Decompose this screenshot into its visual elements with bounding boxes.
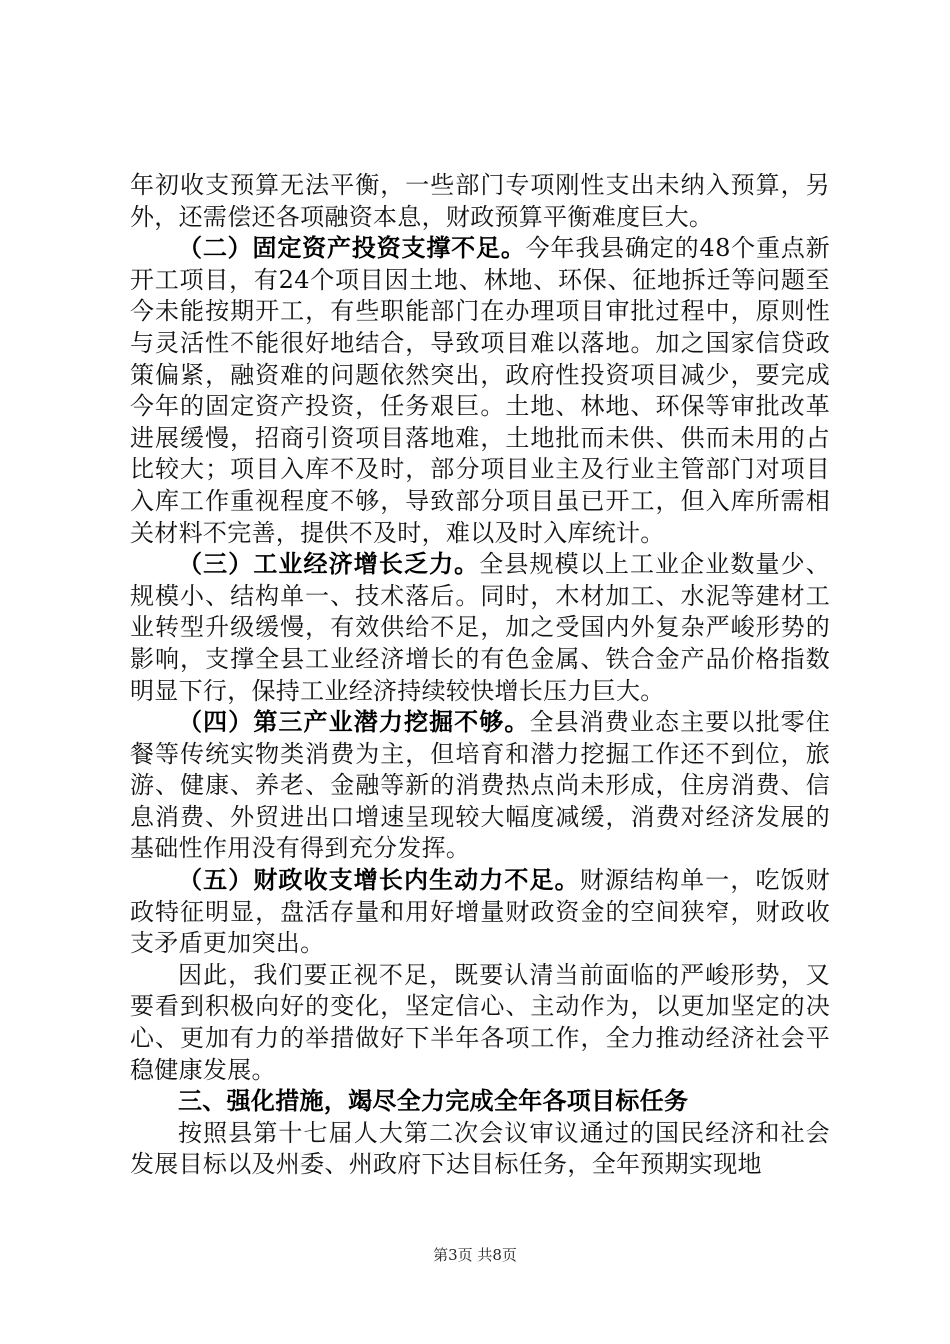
section-heading: （五）财政收支增长内生动力不足。 <box>178 866 580 895</box>
paragraph-summary <box>130 960 830 1086</box>
page-number-footer: 第3页 共8页 <box>433 1246 517 1264</box>
chapter-heading: 三、强化措施，竭尽全力完成全年各项目标任务 <box>178 1087 689 1116</box>
paragraph-text: 全县消费业态主要以批零住餐等传统实物类消费为主，但培育和潜力挖掘工作还不到位，旅游、健康、养老、金融等新的消费热点尚未形成，住房消费、信息消费、外贸进出口增速呈现较大幅度减缓，消费对经济发展的基础性作用没有得到充分发挥。 <box>130 708 830 863</box>
paragraph-text: 财源结构单一，吃饭财政特征明显，盘活存量和用好增量财政资金的空间狭窄，财政收支矛盾更加突出。 <box>130 866 830 958</box>
paragraph-text: 年初收支预算无法平衡，一些部门专项刚性支出未纳入预算，另外，还需偿还各项融资本息，财政预算平衡难度巨大。 <box>130 171 830 231</box>
section-heading: （三）工业经济增长乏力。 <box>178 550 480 579</box>
paragraph-text: 因此，我们要正视不足，既要认清当前面临的严峻形势，又要看到积极向好的变化，坚定信心、主动作为，以更加坚定的决心、更加有力的举措做好下半年各项工作，全力推动经济社会平稳健康发展。 <box>130 960 830 1084</box>
section-heading: （四）第三产业潜力挖掘不够。 <box>178 708 530 737</box>
paragraph-targets <box>130 1118 830 1181</box>
paragraph-industrial-economy <box>130 549 830 707</box>
paragraph-text: 按照县第十七届人大第二次会议审议通过的国民经济和社会发展目标以及州委、州政府下达目标任务，全年预期实现地 <box>130 1118 830 1179</box>
paragraph-continuation <box>130 170 830 233</box>
section-heading: （二）固定资产投资支撑不足。 <box>178 234 526 263</box>
paragraph-fiscal-growth <box>130 865 830 960</box>
paragraph-text: 今年我县确定的48个重点新开工项目，有24个项目因土地、林地、环保、征地拆迁等问题至今未能按期开工，有些职能部门在办理项目审批过程中，原则性与灵活性不能很好地结合，导致项目难以落地。加之国家信贷政策偏紧，融资难的问题依然突出，政府性投资项目减少，要完成今年的固定资产投资，任务艰巨。土地、林地、环保等审批改革进展缓慢，招商引资项目落地难，土地批而未供、供而未用的占比较大；项目入库不及时，部分项目业主及行业主管部门对项目入库工作重视程度不够，导致部分项目虽已开工，但入库所需相关材料不完善，提供不及时，难以及时入库统计。 <box>130 234 830 547</box>
paragraph-fixed-asset-investment <box>130 233 830 549</box>
paragraph-text: 全县规模以上工业企业数量少、规模小、结构单一、技术落后。同时，木材加工、水泥等建材工业转型升级缓慢，有效供给不足，加之受国内外复杂严峻形势的影响，支撑全县工业经济增长的有色金属、铁合金产品价格指数明显下行，保持工业经济持续较快增长压力巨大。 <box>130 550 830 705</box>
document-body <box>130 170 830 1181</box>
paragraph-tertiary-industry <box>130 707 830 865</box>
paragraph-chapter-heading <box>130 1086 830 1118</box>
